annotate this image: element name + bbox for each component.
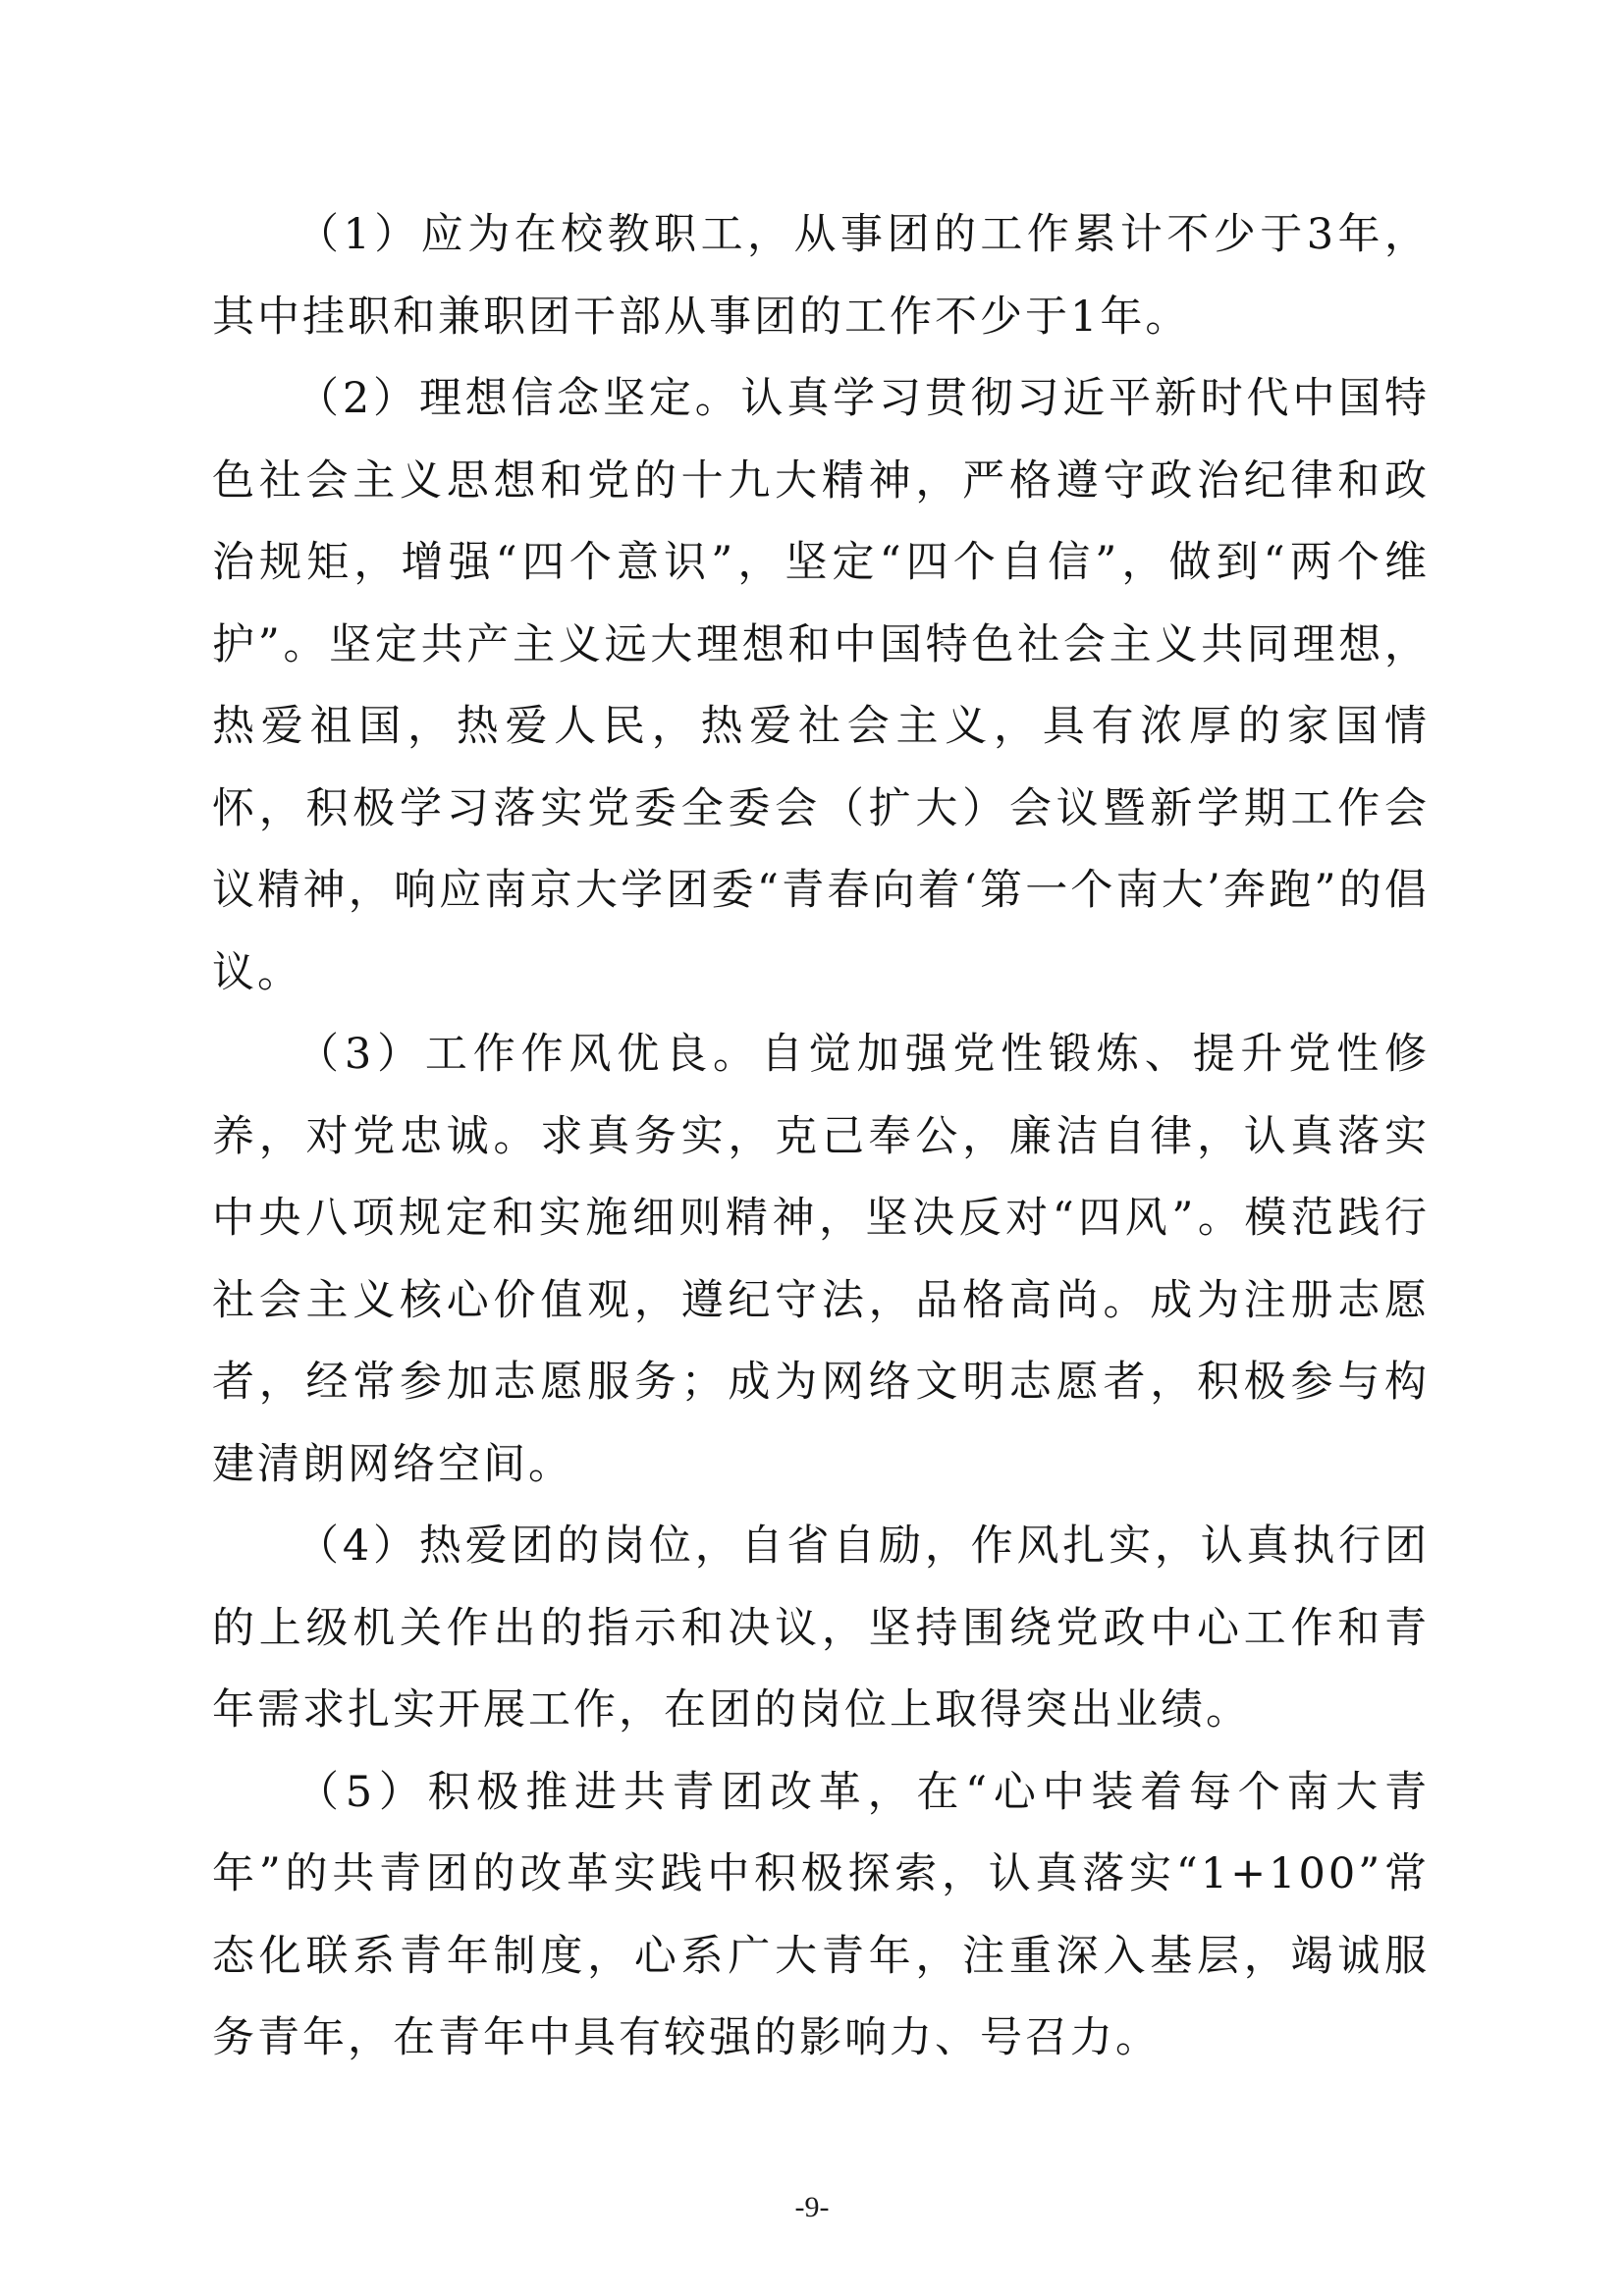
paragraph-2: （2）理想信念坚定。认真学习贯彻习近平新时代中国特色社会主义思想和党的十九大精神，严格遵守政治纪律和政治规矩，增强“四个意识”，坚定“四个自信”，做到“两个维护”。坚定共产主义远大理想和中国特色社会主义共同理想，热爱祖国，热爱人民，热爱社会主义，具有浓厚的家国情怀，积极学习落实党委全委会（扩大）会议暨新学期工作会议精神，响应南京大学团委“青春向着‘第一个南大’奔跑”的倡议。 <box>212 374 1430 997</box>
paragraph-4: （4）热爱团的岗位，自省自励，作风扎实，认真执行团的上级机关作出的指示和决议，坚持围绕党政中心工作和青年需求扎实开展工作，在团的岗位上取得突出业绩。 <box>212 1522 1430 1735</box>
page-number: -9- <box>794 2191 830 2223</box>
paragraph-1: （1）应为在校教职工，从事团的工作累计不少于3年，其中挂职和兼职团干部从事团的工作不少于1年。 <box>212 210 1430 342</box>
body-text <box>212 194 1430 2080</box>
paragraph-3: （3）工作作风优良。自觉加强党性锻炼、提升党性修养，对党忠诚。求真务实，克己奉公，廉洁自律，认真落实中央八项规定和实施细则精神，坚决反对“四风”。模范践行社会主义核心价值观，遵纪守法，品格高尚。成为注册志愿者，经常参加志愿服务；成为网络文明志愿者，积极参与构建清朗网络空间。 <box>212 1030 1430 1489</box>
paragraph-5: （5）积极推进共青团改革，在“心中装着每个南大青年”的共青团的改革实践中积极探索，认真落实“1+100”常态化联系青年制度，心系广大青年，注重深入基层，竭诚服务青年，在青年中具有较强的影响力、号召力。 <box>212 1767 1430 2062</box>
